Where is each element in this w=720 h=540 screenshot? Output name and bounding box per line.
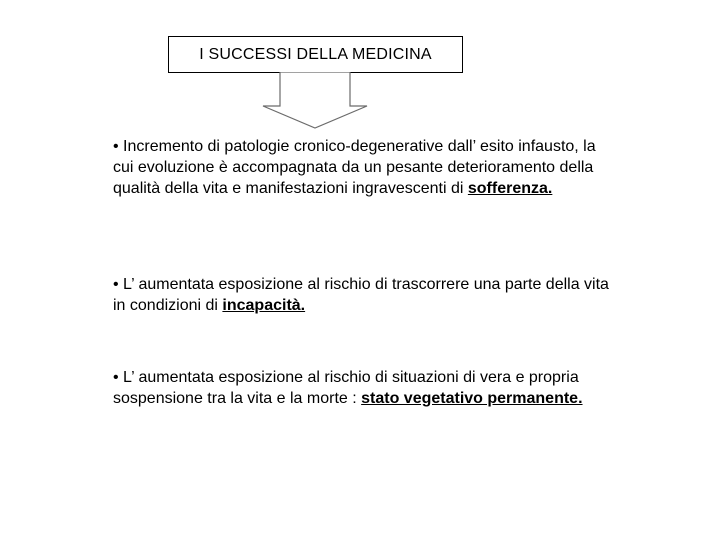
bullet-2-text: • L’ aumentata esposizione al rischio di trascorrere una parte della vita in condizioni di [113, 276, 609, 314]
slide-title-box [168, 36, 463, 73]
bullet-3-text: • L’ aumentata esposizione al rischio di situazioni di vera e propria sospensione tra la vita e la morte : [113, 369, 579, 407]
bullet-1-emphasis: sofferenza. [467, 180, 553, 197]
bullet-2-emphasis: incapacità. [222, 297, 306, 314]
bullet-1-text: • Incremento di patologie cronico-degenerative dall’ esito infausto, la cui evoluzione è accompagnata da un pesante deterioramento della qualità della vita e manifestazioni ingravescenti di [113, 138, 596, 197]
down-arrow-icon [260, 72, 370, 130]
slide-title: I SUCCESSI DELLA MEDICINA [199, 45, 432, 63]
bullet-point-2 [113, 274, 613, 316]
bullet-point-3 [113, 367, 613, 409]
bullet-3-emphasis: stato vegetativo permanente. [361, 390, 583, 407]
bullet-point-1 [113, 136, 613, 199]
